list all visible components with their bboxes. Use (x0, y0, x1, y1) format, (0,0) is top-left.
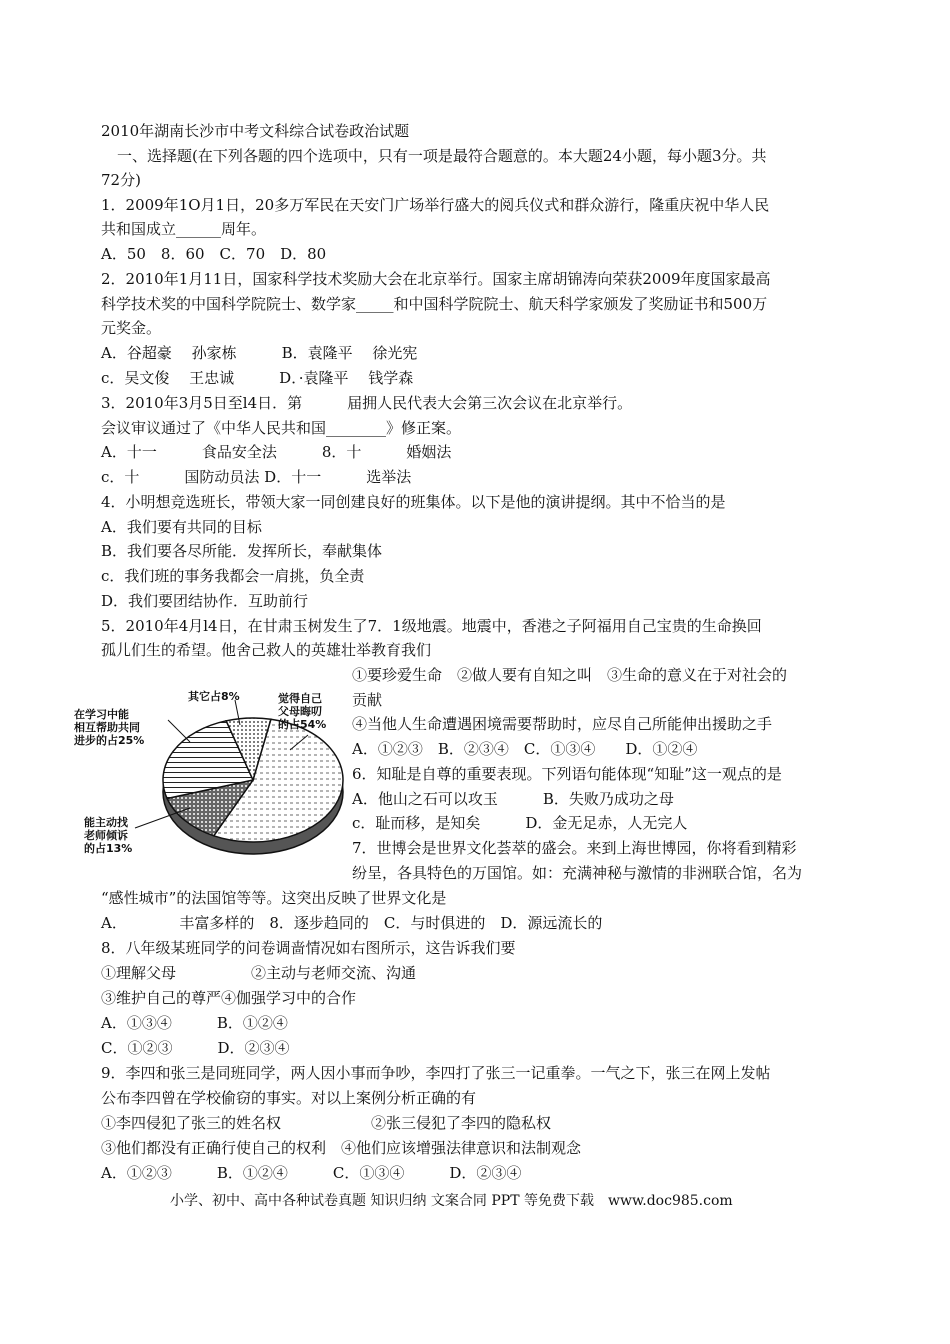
exam-title: 2010年湖南长沙市中考文科综合试卷政治试题 (101, 122, 410, 140)
q3-options-2: c．十 国防动员法 D．十一 选举法 (101, 468, 412, 486)
section-heading: 一、选择题(在下列各题的四个选项中，只有一项是最符合题意的。本大题24小题，每小题3分。共 (117, 147, 767, 165)
q9-items-2: ③他们都没有正确行使自己的权利 ④他们应该增强法律意识和法制观念 (101, 1139, 582, 1157)
q5-item-1-cont: 贡献 (352, 691, 383, 709)
q3-options-1: A．十一 食品安全法 8．十 婚姻法 (101, 443, 452, 461)
q7-stem-end: “感性城市”的法国馆等等。这突出反映了世界文化是 (101, 889, 447, 907)
q2-options-2: c．吴文俊 王忠诚 D．·袁隆平 钱学森 (101, 369, 414, 387)
q8-options-1: A．①③④ B．①②④ (101, 1014, 288, 1032)
q5-options: A．①②③ B．②③④ C．①③④ D．①②④ (352, 740, 698, 758)
q5-item-1: ①要珍爱生命 ②做人要有自知之叫 ③生命的意义在于对社会的 (352, 666, 788, 684)
page-footer: 小学、初中、高中各种试卷真题 知识归纳 文案合同 PPT 等免费下载 www.doc985.com (170, 1193, 733, 1209)
q3-stem: 3．2010年3月5日至l4日．第 届拥人民代表大会第三次会议在北京举行。 (101, 394, 633, 412)
q7-options: A． 丰富多样的 8．逐步趋同的 C．与时俱进的 D．源远流长的 (101, 914, 603, 932)
q4-option-c: c．我们班的事务我都会一肩挑，负全责 (101, 567, 365, 585)
q3-stem-cont: 会议审议通过了《中华人民共和国________》修正案。 (101, 419, 462, 437)
q5-stem: 5．2010年4月l4日，在甘肃玉树发生了7．1级地震。地震中，香港之子阿福用自己宝贵的生命换回 (101, 617, 762, 635)
q1-stem: 1．2009年1O月1日，20多万军民在天安门广场举行盛大的阅兵仪式和群众游行，隆重庆祝中华人民 (101, 196, 770, 214)
q5-stem-cont: 孤儿们生的希望。他舍己救人的英雄壮举教育我们 (101, 641, 432, 659)
q4-option-a: A．我们要有共同的目标 (101, 518, 262, 536)
q8-stem: 8．八年级某班同学的问卷调啬情况如右图所示，这告诉我们要 (101, 939, 516, 957)
q1-stem-cont: 共和国成立______周年。 (101, 220, 267, 238)
survey-pie-chart (74, 680, 350, 860)
pie-label-parents: 觉得自己 父母晦叨 的占54% (278, 692, 327, 731)
pie-label-other: 其它占8% (188, 690, 240, 703)
q9-stem-cont: 公布李四曾在学校偷窃的事实。对以上案例分析正确的有 (101, 1089, 477, 1107)
q6-options-2: c．耻而移，是知矣 D．金无足赤，人无完人 (352, 814, 688, 832)
q4-option-b: B．我们要各尽所能．发挥所长，奉献集体 (101, 542, 383, 560)
q5-item-4: ④当他人生命遭遇困境需要帮助时，应尽自己所能伸出援助之手 (352, 715, 773, 733)
q2-options-1: A．谷超豪 孙家栋 B．袁隆平 徐光宪 (101, 344, 418, 362)
q9-options: A．①②③ B．①②④ C．①③④ D．②③④ (101, 1164, 522, 1182)
q9-stem: 9．李四和张三是同班同学，两人因小事而争吵，李四打了张三一记重拳。一气之下，张三在网上发帖 (101, 1064, 771, 1082)
q4-option-d: D．我们要团结协作．互助前行 (101, 592, 309, 610)
q6-options-1: A．他山之石可以攻玉 B．失败乃成功之母 (352, 790, 674, 808)
q8-items-1: ①理解父母 ②主动与老师交流、沟通 (101, 964, 417, 982)
pie-label-teacher: 能主动找 老师倾诉 的占13% (84, 816, 133, 855)
q2-stem-cont: 科学技术奖的中国科学院院士、数学家_____和中国科学院院士、航天科学家颁发了奖励证书和500万 (101, 295, 768, 313)
q2-stem-end: 元奖金。 (101, 319, 162, 337)
pie-label-study: 在学习中能 相互帮助共同 进步的占25% (74, 708, 145, 747)
q4-stem: 4．小明想竞选班长，带领大家一同创建良好的班集体。以下是他的演讲提纲。其中不恰当的是 (101, 493, 726, 511)
q8-options-2: C．①②③ D．②③④ (101, 1039, 290, 1057)
section-heading-cont: 72分) (101, 171, 141, 189)
q2-stem: 2．2010年1月11日，国家科学技术奖励大会在北京举行。国家主席胡锦涛向荣获2009年度国家最高 (101, 270, 771, 288)
q8-items-2: ③维护自己的尊严④伽强学习中的合作 (101, 989, 357, 1007)
q7-stem-cont: 纷呈，各具特色的万国馆。如：充满神秘与激情的非洲联合馆，名为 (352, 864, 803, 882)
q1-options: A．50 8．60 C．70 D．80 (101, 245, 327, 263)
q9-items-1: ①李四侵犯了张三的姓名权 ②张三侵犯了李四的隐私权 (101, 1114, 552, 1132)
q7-stem: 7．世博会是世界文化荟萃的盛会。来到上海世博园，你将看到精彩 (352, 839, 797, 857)
q6-stem: 6．知耻是自尊的重要表现。下列语句能体现“知耻”这一观点的是 (352, 765, 782, 783)
